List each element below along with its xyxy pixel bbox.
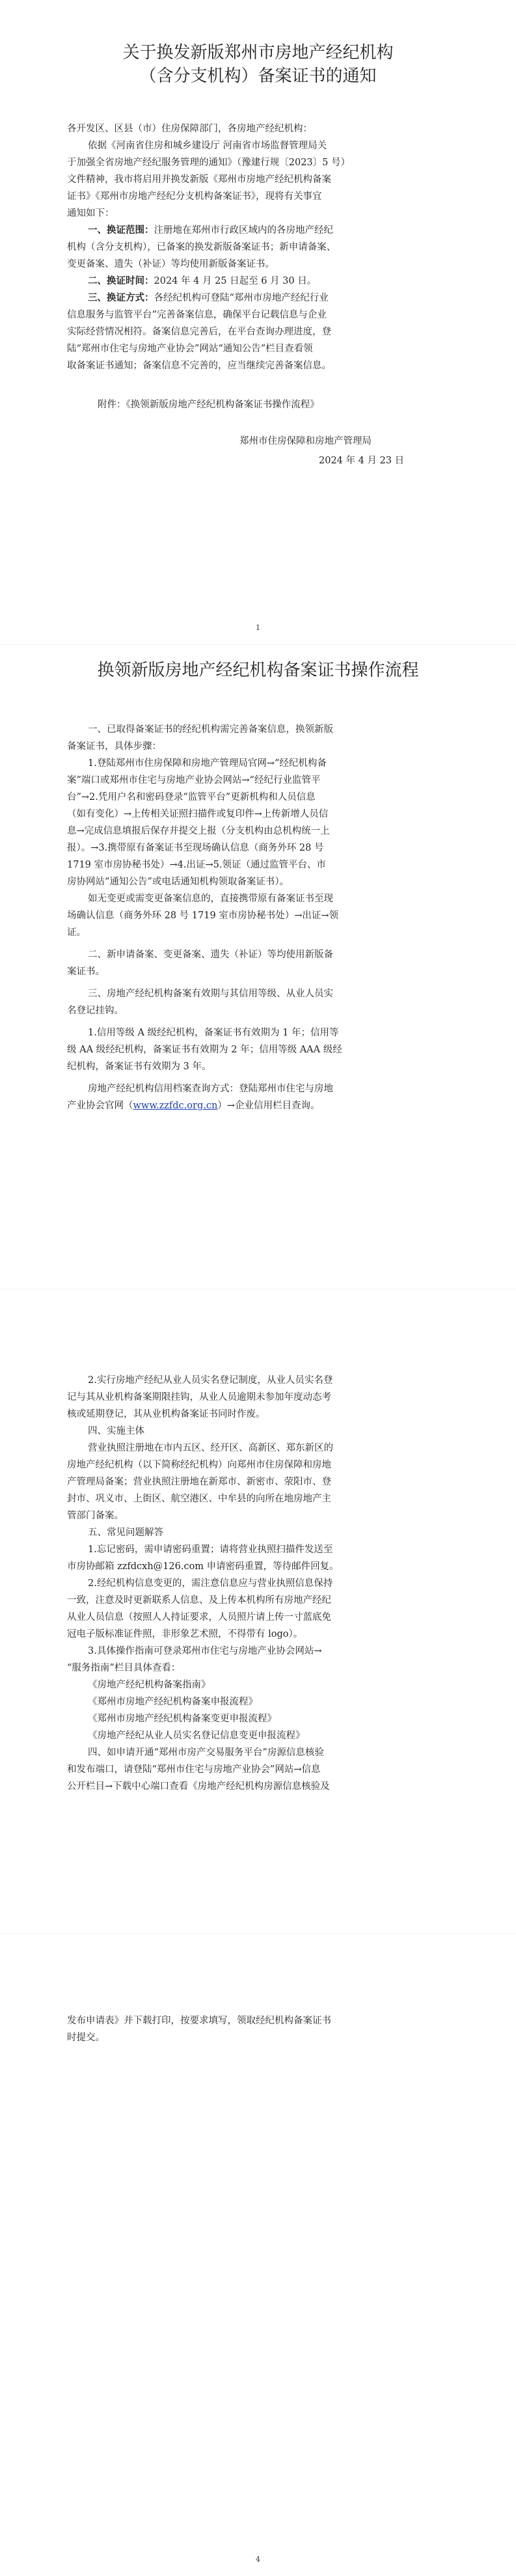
procedure-line: 房地产经纪机构信用档案查询方式：登陆郑州市住宅与房地 [88,1084,333,1094]
procedure-line: 1.忘记密码，需申请密码重置；请将营业执照扫描件发送至 [88,1544,333,1555]
procedure-title: 换领新版房地产经纪机构备案证书操作流程 [97,661,419,680]
procedure-line: 记与其从业机构备案期限挂钩，从业人员逾期未参加年度动态考 [67,1392,331,1403]
procedure-line: 2.经纪机构信息变更的，需注意信息应与营业执照信息保持 [88,1578,333,1589]
notice-title-line1: 关于换发新版郑州市房地产经纪机构 [122,43,394,62]
procedure-line: 一、已取得备案证书的经纪机构需完善备案信息，换领新版 [88,724,333,735]
method-heading: 三、换证方式： [88,292,154,303]
issuer: 郑州市住房保障和房地产管理局 [239,436,372,446]
procedure-line: 如无变更或需变更备案信息的，直接携带原有备案证书至现 [88,894,333,904]
page-procedure-3 [0,1934,516,2576]
notice-salutation: 各开发区、区县（市）住房保障部门，各房地产经纪机构： [67,124,312,134]
procedure-line: 二、新申请备案、变更备案、遗失（补证）等均使用新版备 [88,950,333,960]
procedure-line: 2.实行房地产经纪从业人员实名登记制度，从业人员实名登 [88,1375,333,1386]
procedure-line: 产管理局备案；营业执照注册地在新郑市、新密市、荥阳市、登 [67,1477,331,1487]
page-number: 1 [256,623,260,632]
method-text-line: 陆“郑州市住宅与房地产业协会”网站“通知公告”栏目查看领 [67,344,313,354]
procedure-line: 案”端口或郑州市住宅与房地产业协会网站→“经纪行业监管平 [67,775,321,786]
notice-intro-line: 依据《河南省住房和城乡建设厅 河南省市场监督管理局关 [88,141,327,151]
procedure-line: 五、常见问题解答 [88,1528,163,1538]
time-heading: 二、换证时间： [88,275,154,286]
scope-text-line: 机构（含分支机构），已备案的换发新版备案证书；新申请备案、 [67,242,336,253]
method-text: 各经纪机构可登陆“郑州市房地产经纪行业 [154,293,329,303]
attachment-note: 附件：《换领新版房地产经纪机构备案证书操作流程》 [98,400,319,410]
method-line [88,292,329,305]
association-website-link[interactable]: www.zzfdc.org.cn [133,1101,218,1111]
page-number: 4 [256,2555,260,2564]
procedure-line: 证。 [67,927,86,938]
notice-title-line2: （含分支机构）备案证书的通知 [139,66,377,86]
procedure-line: 场确认信息（商务外环 28 号 1719 室市房协秘书处）→出证→领 [67,911,339,921]
procedure-line: 1719 室市房协秘书处）→4.出证→5.领证（通过监管平台、市 [67,860,326,870]
guide-doc-title: 《房地产经纪机构备案指南》 [88,1680,211,1690]
scope-line [88,224,333,237]
notice-intro-line: 证书》《郑州市房地产经纪分支机构备案证书》，现将有关事宜 [67,191,322,202]
procedure-line: 冠电子版标准证件照，非形象艺术照，不得带有 logo）。 [67,1629,303,1639]
procedure-line: 1.登陆郑州市住房保障和房地产管理局官网→“经纪机构备 [88,758,327,769]
guide-doc-title: 《房地产经纪从业人员实名登记信息变更申报流程》 [88,1731,305,1741]
procedure-line: 四、如申请开通“郑州市房产交易服务平台”房源信息核验 [88,1747,324,1758]
procedure-line: 和发布端口，请登陆“郑州市住宅与房地产业协会”网站→信息 [67,1764,321,1775]
procedure-line: 房协网站“通知公告”或电话通知机构领取备案证书）。 [67,877,290,887]
page-procedure-2 [0,1289,516,1933]
procedure-line: 3.具体操作指南可登录郑州市住宅与房地产业协会网站→ [88,1646,322,1656]
procedure-line: 核或延期登记，其从业机构备案证书同时作废。 [67,1409,265,1419]
procedure-line: （如有变化）→上传相关证照扫描件或复印件→上传新增人员信 [67,809,329,819]
procedure-line: 封市、巩义市、上街区、航空港区、中牟县的向所在地房地产主 [67,1494,331,1504]
procedure-line: 房地产经纪机构（以下简称经纪机构）向郑州市住房保障和房地 [67,1460,331,1470]
credit-query-line [67,1099,319,1112]
procedure-line: 发布申请表》并下载打印，按要求填写，领取经纪机构备案证书 [67,2016,331,2026]
guide-doc-title: 《郑州市房地产经纪机构备案申报流程》 [88,1697,258,1707]
method-text-line: 实际经营情况相符。备案信息完善后，在平台查询办理进度，登 [67,327,331,337]
notice-intro-line: 文件精神，我市将启用并换发新版《郑州市房地产经纪机构备案 [67,174,331,185]
scope-text: 注册地在郑州市行政区域内的各房地产经纪 [154,225,333,236]
procedure-line: 产业协会官网（ [67,1101,133,1111]
guide-doc-title: 《郑州市房地产经纪机构备案变更申报流程》 [88,1714,277,1724]
procedure-line: 1.信用等级 A 级经纪机构，备案证书有效期为 1 年；信用等 [88,1028,339,1038]
procedure-line: 公开栏目→下载中心端口查看《房地产经纪机构房源信息核验及 [67,1781,330,1792]
procedure-line: 案证书。 [67,966,105,977]
procedure-line: 级 AA 级经纪机构，备案证书有效期为 2 年；信用等级 AAA 级经 [67,1045,342,1055]
procedure-line: 营业执照注册地在市内五区、经开区、高新区、郑东新区的 [88,1443,333,1453]
scope-text-line: 变更备案、遗失（补证）等均使用新版备案证书。 [67,259,275,269]
procedure-line: 从业人员信息（按照人人持证要求，人员照片请上传一寸蓝底免 [67,1612,331,1623]
procedure-line: 名登记挂钩。 [67,1006,124,1016]
procedure-line: 管部门备案。 [67,1511,124,1521]
procedure-line: 纪机构，备案证书有效期为 3 年。 [67,1062,211,1072]
procedure-line: 三、房地产经纪机构备案有效期与其信用等级、从业人员实 [88,989,333,999]
issue-date: 2024 年 4 月 23 日 [319,456,405,466]
procedure-line: 备案证书，具体步骤： [67,741,161,752]
procedure-line: 四、实施主体 [88,1426,144,1436]
procedure-line: 报）。→3.携带原有备案证书至现场确认信息（商务外环 28 号 [67,843,324,853]
method-text-line: 信息服务与监管平台”完善备案信息，确保平台记载信息与企业 [67,310,327,320]
procedure-line: ）→企业信用栏目查询。 [217,1101,320,1111]
page-procedure-1 [0,645,516,1289]
procedure-line: 台”→2.凭用户名和密码登录“监管平台”更新机构和人员信息 [67,792,316,802]
method-text-line: 取备案证书通知；备案信息不完善的，应当继续完善备案信息。 [67,361,331,371]
scope-heading: 一、换证范围： [88,225,154,236]
time-line [88,275,316,288]
notice-intro-line: 通知如下： [67,208,115,219]
time-text: 2024 年 4 月 25 日起至 6 月 30 日。 [154,276,317,286]
notice-intro-line: 于加强全省房地产经纪服务管理的通知》（豫建行规〔2023〕5 号） [67,158,350,168]
procedure-line: 时提交。 [67,2033,105,2043]
procedure-line: 息→完成信息填报后保存并提交上报（分支机构由总机构统一上 [67,826,330,836]
procedure-line: “服务指南”栏目具体查看： [67,1663,181,1673]
page-notice [0,0,516,644]
procedure-line: 一致，注意及时更新联系人信息、及上传本机构所有房地产经纪 [67,1595,331,1606]
procedure-line: 市房协邮箱 zzfdcxh@126.com 申请密码重置，等待邮件回复。 [67,1561,339,1572]
